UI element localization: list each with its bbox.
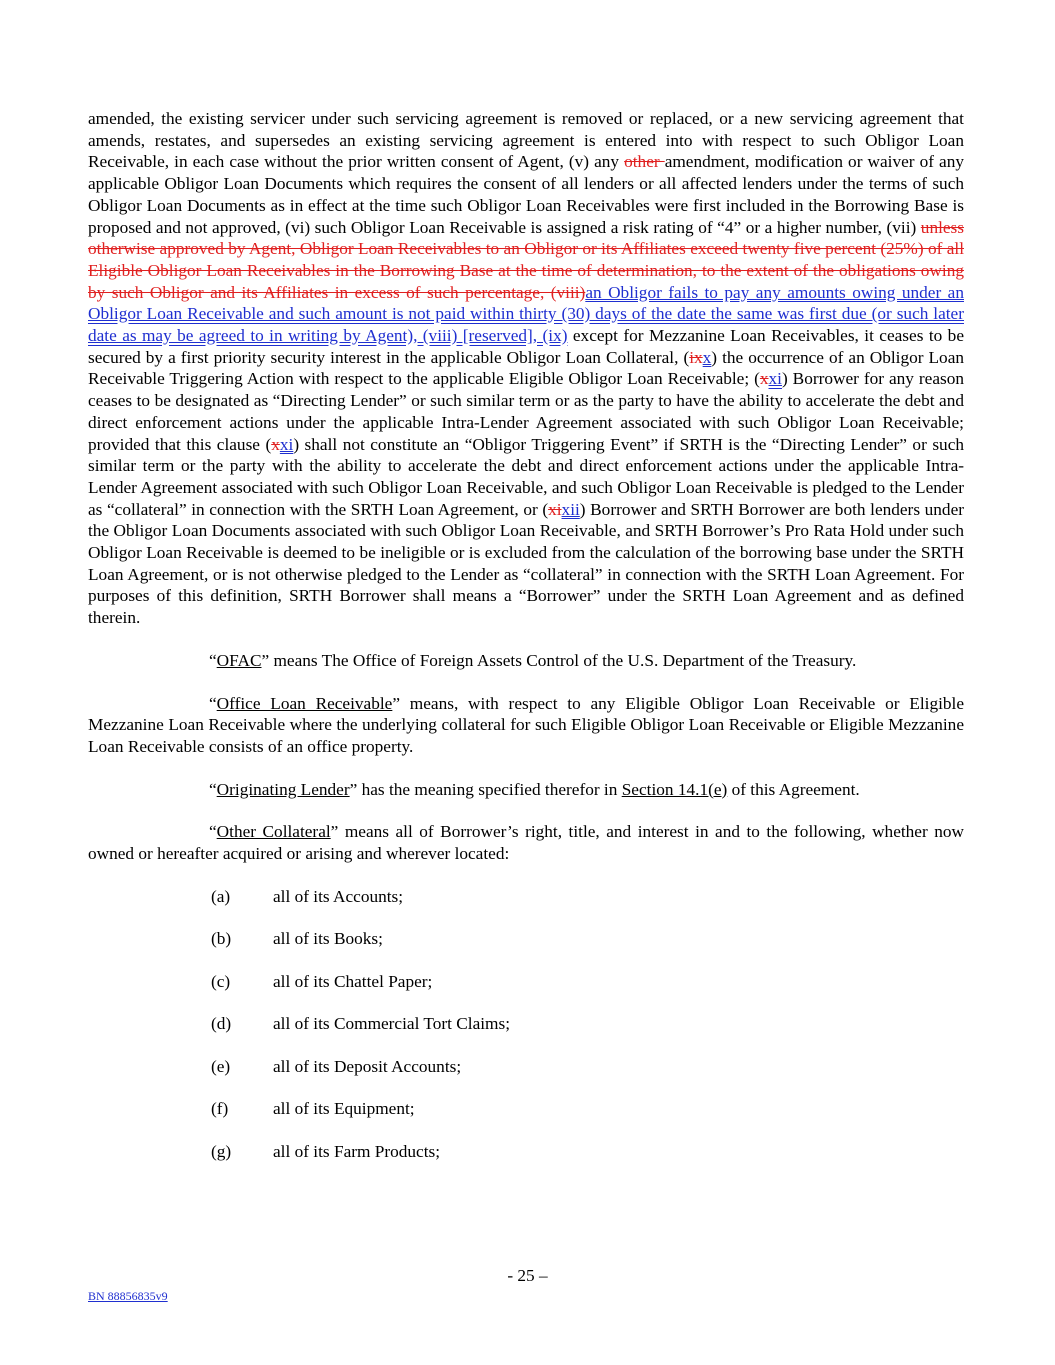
list-item-text: all of its Books; [273,929,383,949]
section-reference: Section 14.1(e) [621,779,728,799]
obligor-triggering-event-continuation [88,108,964,629]
defined-term: Office Loan Receivable [216,693,393,713]
text-run: amendment, modification or waiver of any applicable Obligor Loan Documents which requires the consent of all lenders or all affected lenders under the terms of such Obligor Loan Documents as in effect at the time such Obligor Loan Receivables were first included in the Borrowing Base is proposed and not approved, (vi) such Obligor Loan Receivable is assigned a risk rating of “4” or a higher number, (vii) [88,152,965,237]
list-item-label: (f) [211,1099,229,1119]
definition-text: ” means, with respect to any Eligible Obligor Loan Receivable or Eligible Mezzanine Loan Receivable where the underlying collateral for such Eligible Obligor Loan Receivable or Eligible Mezzanine Loan Receivable consists of an office property. [88,693,965,756]
list-item [88,886,964,908]
text-run: ) Borrower for any reason ceases to be designated as “Directing Lender” or such similar term or as the party to have the ability to accelerate the debt and direct enforcement actions under the applicable Intra-Lender Agreement associated with such Obligor Loan Receivable; provided that this clause ( [88,369,964,454]
deleted-text: ix [689,347,703,367]
defined-term: OFAC [216,650,262,670]
list-item-text: all of its Commercial Tort Claims; [273,1014,511,1034]
inserted-text: xii [561,499,580,519]
text-run: ) the occurrence of an Obligor Loan Receivable Triggering Action with respect to the applicable Eligible Obligor Loan Receivable; ( [88,347,965,389]
deleted-text: x [759,369,769,389]
list-item-label: (e) [211,1056,231,1076]
deleted-text: unless otherwise approved by Agent, Obligor Loan Receivables to an Obligor or its Affiliates exceed twenty five percent (25%) of all Eligible Obligor Loan Receivables in the Borrowing Base at the time of determination, to the extent of the obligations owing by such Obligor and its Affiliates in excess of such percentage, (viii) [88,217,964,302]
open-quote: “ [209,693,217,713]
open-quote: “ [209,650,217,670]
definition-ofac [88,650,964,672]
inserted-text: an Obligor fails to pay any amounts owing under an Obligor Loan Receivable and such amount is not paid within thirty (30) days of the date the same was first due (or such later date as may be agreed to in writing by Agent), (viii) [reserved], (ix) [88,282,964,346]
list-item-text: all of its Farm Products; [273,1141,441,1161]
definition-office-loan-receivable [88,693,964,758]
text-run: ) Borrower and SRTH Borrower are both lenders under the Obligor Loan Documents associated with such Obligor Loan Receivable, and SRTH Borrower’s Pro Rata Hold under such Obligor Loan Receivable is deemed to be ineligible or is excluded from the calculation of the borrowing base under the SRTH Loan Agreement, or is not otherwise pledged to the Lender as “collateral” in connection with the SRTH Loan Agreement. For purposes of this definition, SRTH Borrower shall means a “Borrower” under the SRTH Loan Agreement and as defined therein. [88,499,964,628]
list-item [88,1141,964,1163]
document-id: BN 88856835v9 [88,1289,168,1303]
page-number: - 25 – [507,1266,548,1285]
list-item-text: all of its Chattel Paper; [273,971,433,991]
inserted-text: xi [768,369,782,389]
definition-text: ” means The Office of Foreign Assets Control of the U.S. Department of the Treasury. [261,650,857,670]
list-item-label: (g) [211,1141,232,1161]
list-item [88,1056,964,1078]
list-item [88,928,964,950]
document-page [88,108,964,1162]
definition-originating-lender [88,779,964,801]
list-item [88,1013,964,1035]
list-item-label: (a) [211,886,231,906]
text-run: except for Mezzanine Loan Receivables, it ceases to be secured by a first priority security interest in the applicable Obligor Loan Collateral, ( [88,326,964,367]
inserted-text: x [702,347,712,367]
list-item-label: (b) [211,929,232,949]
open-quote: “ [209,822,217,842]
list-item [88,971,964,993]
deleted-text: x [271,434,280,454]
deleted-text: other [624,152,665,172]
list-item [88,1098,964,1120]
list-item-text: all of its Accounts; [273,886,404,906]
definition-text: of this Agreement. [727,779,860,799]
open-quote: “ [209,779,217,799]
list-item-text: all of its Deposit Accounts; [273,1056,462,1076]
list-item-label: (c) [211,971,231,991]
inserted-text: xi [279,434,294,454]
list-item-text: all of its Equipment; [273,1099,415,1119]
definition-text: ” has the meaning specified therefor in [349,779,622,799]
definition-other-collateral [88,821,964,864]
definition-text: ” means all of Borrower’s right, title, and interest in and to the following, whether now owned or hereafter acquired or arising and wherever located: [88,822,964,864]
defined-term: Originating Lender [216,779,350,799]
list-item-label: (d) [211,1014,232,1034]
text-run: amended, the existing servicer under such servicing agreement is removed or replaced, or a new servicing agreement that amends, restates, and supersedes an existing servicing agreement is entered into with respect to such Obligor Loan Receivable, in each case without the prior written consent of Agent, (v) any [88,109,964,172]
deleted-text: xi [548,499,562,519]
defined-term: Other Collateral [216,822,331,842]
text-run: ) shall not constitute an “Obligor Triggering Event” if SRTH is the “Directing Lender” or such similar term or the party with the ability to accelerate the debt and direct enforcement actions under the applicable Intra-Lender Agreement associated with such Obligor Loan Receivable, and such Obligor Loan Receivable is pledged to the Lender as “collateral” in connection with the SRTH Loan Agreement, or ( [88,434,964,519]
